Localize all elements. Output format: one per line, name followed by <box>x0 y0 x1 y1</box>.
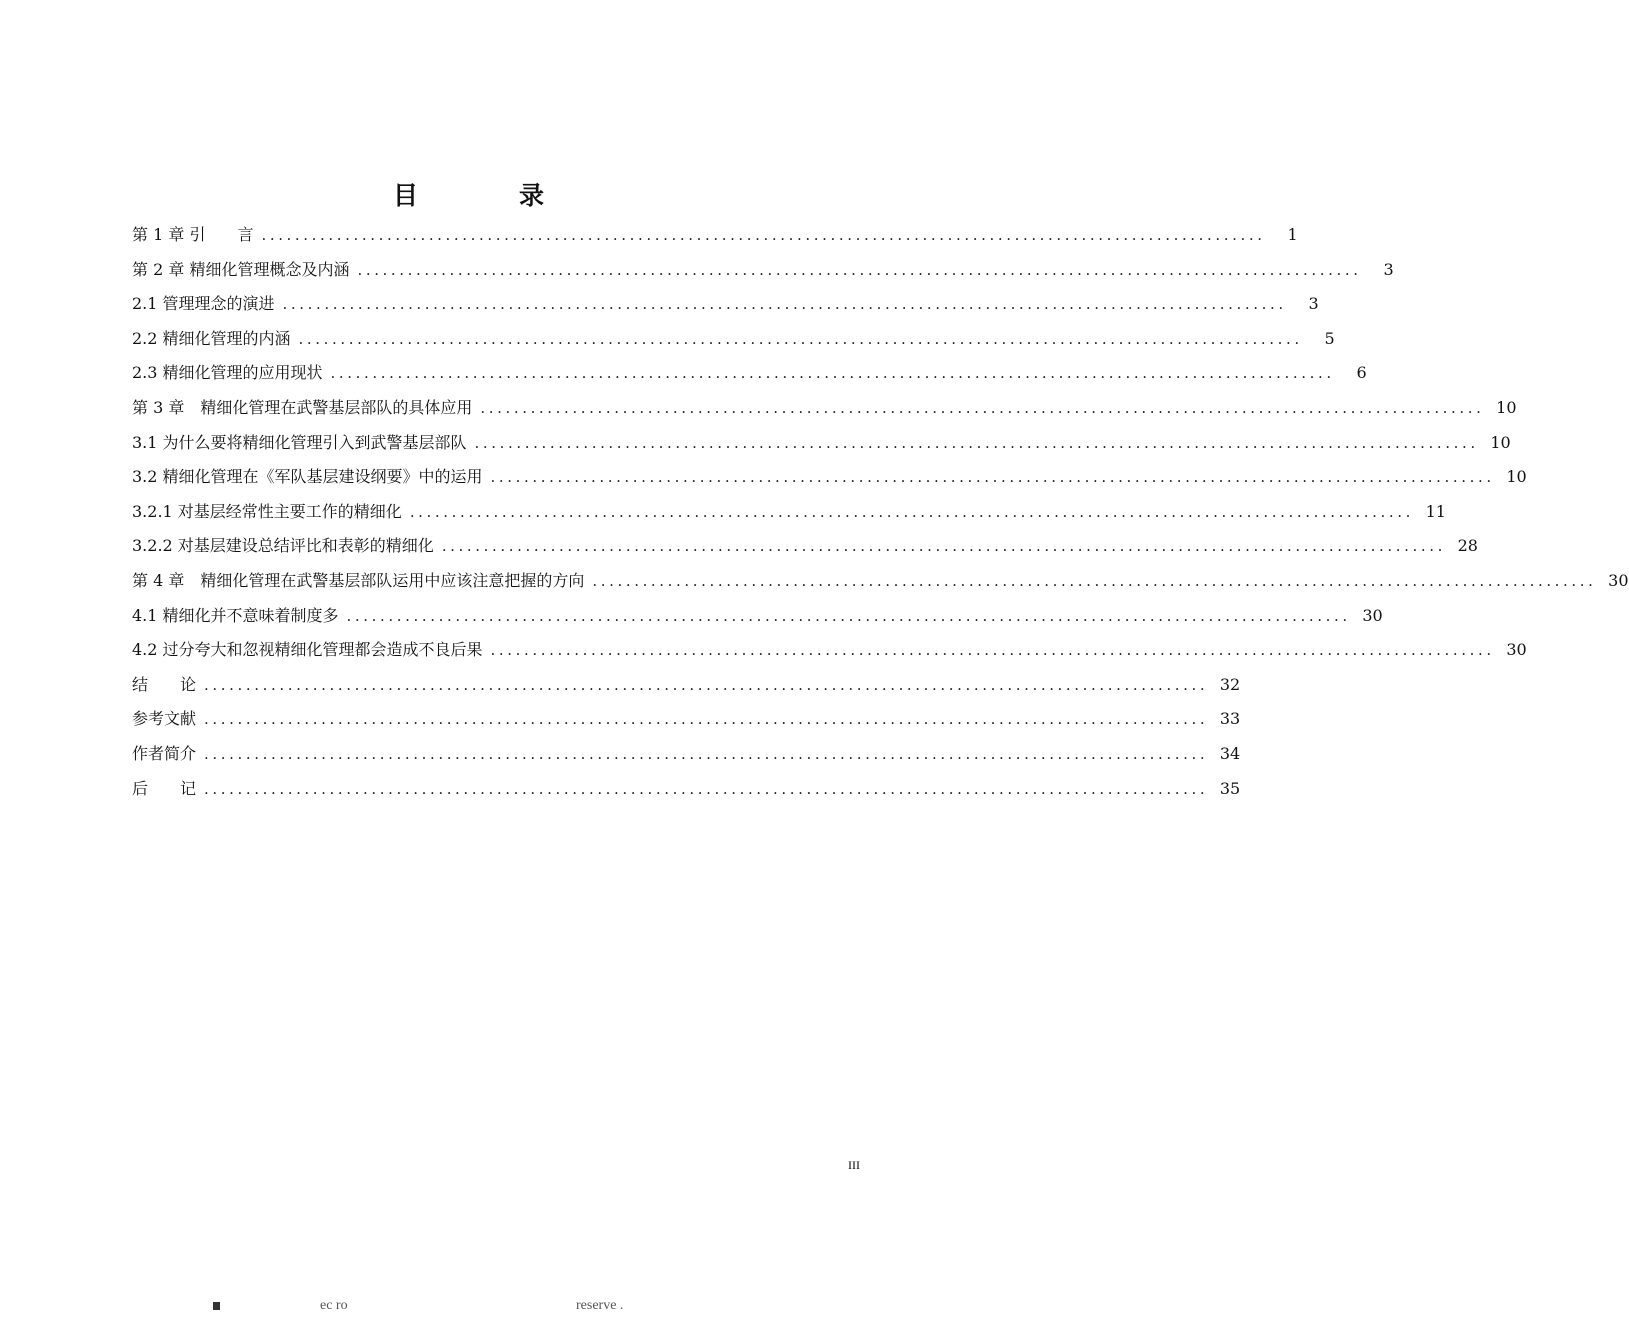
toc-entry-page: 10 <box>1490 432 1511 452</box>
toc-leader-dots: ........................................................................................................................ <box>592 571 1597 590</box>
toc-leader-dots: ........................................................................................................................ <box>204 675 1209 694</box>
toc-leader-dots: ........................................................................................................................ <box>204 779 1209 798</box>
page-footer <box>0 1298 950 1318</box>
toc-entry[interactable] <box>132 564 1629 599</box>
toc-leader-dots: ........................................................................................................................ <box>409 502 1414 521</box>
footer-right-text: reserve . <box>576 1298 624 1313</box>
footer-left-text: ec ro <box>320 1298 348 1313</box>
toc-entry-label: 结 论 <box>132 674 197 694</box>
toc-leader-dots: ........................................................................................................................ <box>490 641 1495 660</box>
toc-entry-page: 3 <box>1308 294 1319 314</box>
square-bullet-icon <box>213 1302 220 1310</box>
toc-leader-dots: ........................................................................................................................ <box>261 226 1266 244</box>
toc-leader-dots: ........................................................................................................................ <box>441 537 1446 556</box>
toc-entry[interactable] <box>132 702 1241 737</box>
toc-entry[interactable] <box>132 253 1394 288</box>
toc-entry[interactable] <box>132 495 1446 530</box>
toc-entry[interactable] <box>132 633 1527 668</box>
toc-leader-dots: ........................................................................................................................ <box>357 260 1362 279</box>
toc-entry-page: 34 <box>1219 743 1241 763</box>
toc-entry-label: 第 3 章 精细化管理在武警基层部队的具体应用 <box>132 397 473 417</box>
toc-entry-label: 4.1 精细化并不意味着制度多 <box>132 605 339 625</box>
toc-leader-dots: ........................................................................................................................ <box>282 295 1287 314</box>
toc-entry-label: 作者简介 <box>132 743 197 763</box>
toc-entry-label: 3.2.2 对基层建设总结评比和表彰的精细化 <box>132 536 434 556</box>
toc-leader-dots: ........................................................................................................................ <box>330 364 1335 383</box>
toc-entry[interactable] <box>132 426 1511 461</box>
toc-entry-label: 3.2 精细化管理在《军队基层建设纲要》中的运用 <box>132 467 483 487</box>
toc-entry-label: 2.1 管理理念的演进 <box>132 294 275 314</box>
toc-entry[interactable] <box>132 391 1517 426</box>
toc-entry[interactable] <box>132 322 1335 357</box>
toc-entry-label: 后 记 <box>132 778 197 798</box>
toc-entry-label: 3.1 为什么要将精细化管理引入到武警基层部队 <box>132 432 467 452</box>
toc-entry[interactable] <box>132 460 1527 495</box>
toc-leader-dots: ........................................................................................................................ <box>204 710 1209 729</box>
toc-entry[interactable] <box>132 218 1298 253</box>
toc-entry-page: 3 <box>1383 259 1394 279</box>
toc-leader-dots: ........................................................................................................................ <box>204 744 1209 763</box>
toc-entry-label: 4.2 过分夸大和忽视精细化管理都会造成不良后果 <box>132 640 483 660</box>
toc-entry-page: 30 <box>1608 570 1629 590</box>
toc-entry-label: 3.2.1 对基层经常性主要工作的精细化 <box>132 501 402 521</box>
toc-entry-page: 11 <box>1425 501 1446 521</box>
toc-entry[interactable] <box>132 356 1367 391</box>
toc-entry[interactable] <box>132 668 1241 703</box>
toc-entry-label: 第 1 章 引 言 <box>132 225 254 244</box>
toc-entry-label: 第 4 章 精细化管理在武警基层部队运用中应该注意把握的方向 <box>132 570 585 590</box>
toc-leader-dots: ........................................................................................................................ <box>490 468 1495 487</box>
toc-entry[interactable] <box>132 599 1383 634</box>
toc-entry-label: 第 2 章 精细化管理概念及内涵 <box>132 259 350 279</box>
toc-entry-page: 32 <box>1219 674 1241 694</box>
toc-entry-page: 33 <box>1219 709 1241 729</box>
toc-leader-dots: ........................................................................................................................ <box>474 433 1479 452</box>
toc-entry-page: 35 <box>1219 778 1241 798</box>
toc-entry-page: 6 <box>1356 363 1367 383</box>
toc-entry-label: 2.3 精细化管理的应用现状 <box>132 363 323 383</box>
toc-entry-label: 2.2 精细化管理的内涵 <box>132 328 291 348</box>
toc-leader-dots: ........................................................................................................................ <box>480 398 1485 417</box>
page-number: III <box>848 1158 860 1172</box>
toc-entry[interactable] <box>132 772 1241 807</box>
toc-entry-page: 1 <box>1287 225 1298 244</box>
toc-entry[interactable] <box>132 287 1319 322</box>
toc-entry-page: 10 <box>1506 467 1527 487</box>
toc-leader-dots: ........................................................................................................................ <box>298 329 1303 348</box>
toc-entry-page: 28 <box>1457 536 1478 556</box>
page-title: 目 录 <box>392 181 582 210</box>
toc-entry-page: 10 <box>1496 397 1517 417</box>
toc-entry-label: 参考文献 <box>132 709 197 729</box>
toc-entry[interactable] <box>132 529 1478 564</box>
toc-entry[interactable] <box>132 737 1241 772</box>
toc-entry-page: 30 <box>1506 640 1527 660</box>
toc-entry-page: 30 <box>1362 605 1383 625</box>
table-of-contents <box>132 218 1629 806</box>
toc-entry-page: 5 <box>1324 328 1335 348</box>
toc-leader-dots: ........................................................................................................................ <box>346 606 1351 625</box>
